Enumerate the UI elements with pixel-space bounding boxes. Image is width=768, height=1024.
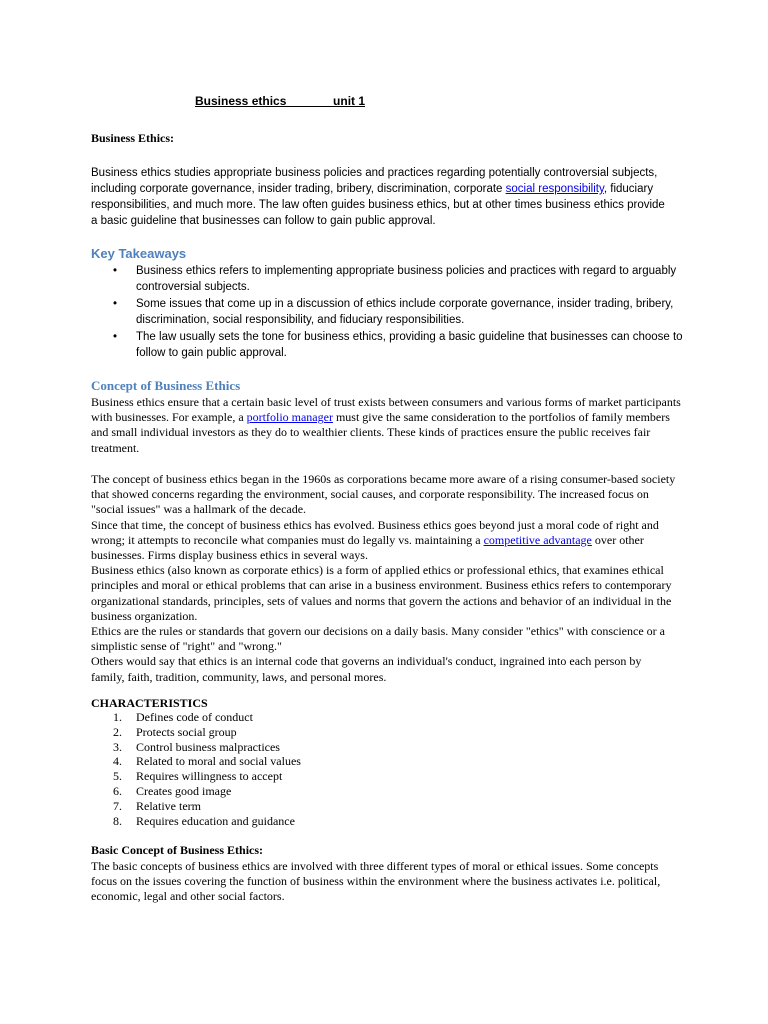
portfolio-manager-link[interactable]: portfolio manager	[246, 410, 333, 425]
characteristics-heading: CHARACTERISTICS	[91, 696, 208, 710]
concept-heading: Concept of Business Ethics	[91, 378, 241, 393]
concept-paragraph-5: Ethics are the rules or standards that govern our decisions on a daily basis. Many consider "ethics" with conscience or a simplistic sense of "right" and "wrong."	[91, 624, 665, 654]
page-title: Business ethics unit 1	[195, 94, 366, 108]
concept-text-3a: Since that time, the concept of business ethics has evolved. Business ethics goes beyond just a moral code of right and wrong; it attempts to reconcile what companies must do legally vs. maintaining a	[91, 517, 659, 547]
list-number: 8.	[113, 813, 122, 828]
list-item	[91, 263, 691, 295]
bullet-icon: •	[113, 298, 118, 310]
list-text: Defines code of conduct	[136, 710, 253, 724]
list-number: 4.	[113, 754, 122, 769]
list-item	[91, 784, 301, 799]
list-item	[91, 329, 691, 361]
concept-paragraph-2: The concept of business ethics began in the 1960s as corporations became more aware of a rising consumer-based society that showed concerns regarding the environment, social causes, and corporate responsibility. The increased focus on "social issues" was a hallmark of the decade.	[91, 472, 676, 517]
list-text: Relative term	[136, 798, 201, 813]
social-responsibility-link[interactable]: social responsibility	[505, 183, 604, 195]
intro-paragraph	[91, 165, 671, 229]
basic-concept-paragraph: The basic concepts of business ethics are involved with three different types of moral or ethical issues. Some concepts focus on the issues covering the function of business within the environment where the business activates i.e. political, economic, legal and other social factors.	[91, 859, 661, 904]
list-number: 1.	[113, 710, 122, 724]
list-text: Control business malpractices	[136, 739, 280, 754]
list-text: Related to moral and social values	[136, 754, 301, 769]
list-number: 3.	[113, 739, 122, 754]
concept-paragraph-3	[91, 518, 676, 564]
key-takeaways-list	[91, 263, 691, 362]
concept-paragraph-1	[91, 395, 681, 456]
key-takeaways-heading: Key Takeaways	[91, 246, 187, 261]
list-number: 6.	[113, 783, 122, 798]
concept-paragraph-6: Others would say that ethics is an internal code that governs an individual's conduct, ingrained into each person by family, faith, tradition, community, laws, and personal mores.	[91, 654, 642, 684]
list-item	[91, 769, 301, 784]
concept-paragraph-4: Business ethics (also known as corporate ethics) is a form of applied ethics or professional ethics, that examines ethical principles and moral or ethical problems that can arise in a business environment. Business ethics refers to contemporary organizational standards, principles, sets of values and norms that govern the actions and behavior of an individual in the business organization.	[91, 563, 672, 623]
list-text: Requires willingness to accept	[136, 769, 283, 784]
bullet-icon: •	[113, 331, 118, 343]
list-number: 5.	[113, 769, 122, 784]
bullet-icon: •	[113, 265, 118, 277]
list-item	[91, 799, 301, 814]
list-number: 7.	[113, 798, 122, 813]
list-item	[91, 710, 301, 725]
competitive-advantage-link[interactable]: competitive advantage	[483, 532, 592, 547]
list-item	[91, 296, 691, 328]
concept-body	[91, 472, 676, 685]
concept-text-3b: over other businesses. Firms display business ethics in several ways.	[91, 532, 644, 563]
list-item	[91, 814, 301, 829]
list-item	[91, 740, 301, 755]
list-item	[91, 754, 301, 769]
intro-text-1: Business ethics studies appropriate business policies and practices regarding potentially controversial subjects, including corporate governance, insider trading, bribery, discrimination, corporate	[91, 167, 658, 195]
characteristics-list	[91, 710, 301, 828]
takeaway-text: The law usually sets the tone for business ethics, providing a basic guideline that businesses can choose to follow to gain public approval.	[136, 331, 683, 359]
concept-text-1b: must give the same consideration to the portfolios of family members and small individual investors as they do to wealthier clients. These kinds of practices ensure the public receives fair treatment.	[91, 410, 670, 455]
list-text: Creates good image	[136, 783, 232, 798]
list-text: Protects social group	[136, 724, 237, 739]
list-item	[91, 725, 301, 740]
list-text: Requires education and guidance	[136, 813, 295, 828]
business-ethics-heading: Business Ethics:	[91, 131, 175, 145]
list-number: 2.	[113, 724, 122, 739]
takeaway-text: Business ethics refers to implementing appropriate business policies and practices with regard to arguably controversial subjects.	[136, 265, 677, 293]
concept-text-1a: Business ethics ensure that a certain basic level of trust exists between consumers and various forms of market participants with businesses. For example, a	[91, 395, 681, 425]
takeaway-text: Some issues that come up in a discussion of ethics include corporate governance, insider trading, bribery, discrimination, social responsibility, and fiduciary responsibilities.	[136, 298, 674, 326]
intro-text-2: , fiduciary responsibilities, and much more. The law often guides business ethics, but at other times business ethics provide a basic guideline that businesses can follow to gain public approval.	[91, 183, 665, 227]
basic-concept-heading: Basic Concept of Business Ethics:	[91, 843, 264, 857]
